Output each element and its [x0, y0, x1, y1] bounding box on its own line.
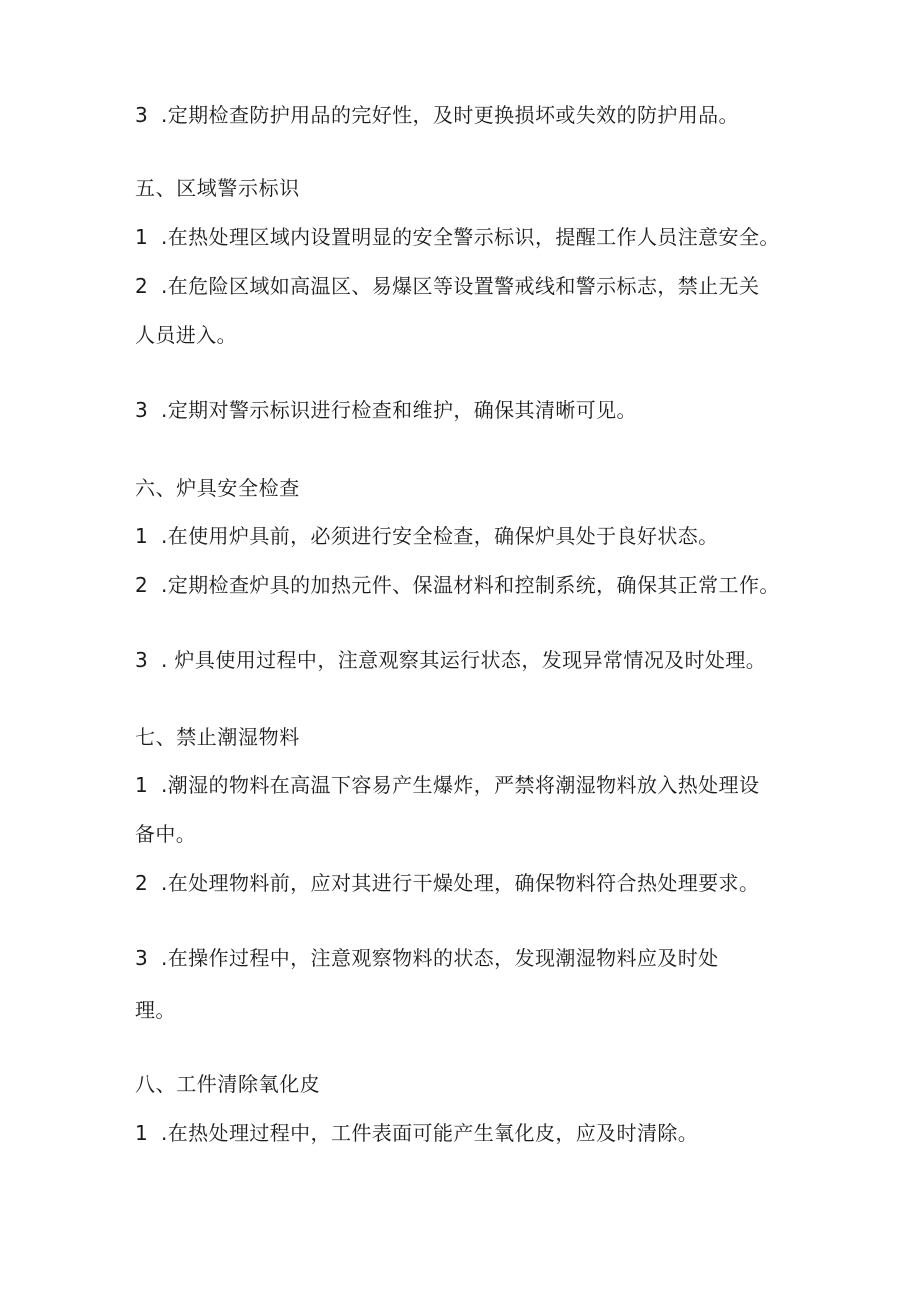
heading-text: 八、工件清除氧化皮	[135, 1072, 321, 1096]
item-number: 1	[135, 773, 149, 797]
paragraph-text: 理。	[135, 998, 176, 1022]
item-number: 1	[135, 524, 149, 548]
heading-text: 六、炉具安全检查	[135, 476, 300, 500]
item-number: 2	[135, 573, 149, 597]
paragraph-6-2	[135, 572, 780, 598]
heading-text: 七、禁止潮湿物料	[135, 725, 300, 749]
paragraph-text: .在危险区域如高温区、易爆区等设置警戒线和警示标志，禁止无关	[161, 274, 760, 298]
paragraph-text: .在热处理过程中，工件表面可能产生氧化皮，应及时清除。	[161, 1121, 699, 1145]
paragraph-text: . 炉具使用过程中，注意观察其运行状态，发现异常情况及时处理。	[161, 648, 767, 672]
item-number: 3	[135, 648, 149, 672]
item-number: 3	[135, 398, 149, 422]
paragraph-7-1	[135, 772, 759, 798]
paragraph-5-1	[135, 224, 780, 250]
paragraph-text: .定期对警示标识进行检查和维护，确保其清晰可见。	[161, 398, 637, 422]
paragraph-7-3-continued	[135, 997, 176, 1023]
section-heading-8	[135, 1071, 320, 1097]
section-heading-5	[135, 175, 300, 201]
item-number: 2	[135, 274, 149, 298]
paragraph-5-3	[135, 397, 637, 423]
item-number: 1	[135, 225, 149, 249]
item-number: 3	[135, 103, 149, 127]
paragraph-text: .潮湿的物料在高温下容易产生爆炸，严禁将潮湿物料放入热处理设	[161, 773, 760, 797]
paragraph-5-2-continued	[135, 322, 237, 348]
paragraph-text: 人员进入。	[135, 323, 237, 347]
paragraph-text: .在使用炉具前，必须进行安全检查，确保炉具处于良好状态。	[161, 524, 719, 548]
paragraph-6-1	[135, 523, 719, 549]
item-number: 2	[135, 871, 149, 895]
paragraph-text: .在处理物料前，应对其进行干燥处理，确保物料符合热处理要求。	[161, 871, 760, 895]
paragraph-7-3	[135, 945, 719, 971]
section-heading-7	[135, 724, 300, 750]
paragraph-7-1-continued	[135, 821, 196, 847]
item-number: 1	[135, 1121, 149, 1145]
paragraph-text: 备中。	[135, 822, 197, 846]
section-heading-6	[135, 475, 300, 501]
paragraph-5-2	[135, 273, 759, 299]
paragraph-8-1	[135, 1120, 698, 1146]
paragraph-text: .定期检查防护用品的完好性，及时更换损坏或失效的防护用品。	[161, 103, 739, 127]
paragraph-text: .在操作过程中，注意观察物料的状态，发现潮湿物料应及时处	[161, 946, 719, 970]
paragraph-text: .定期检查炉具的加热元件、保温材料和控制系统，确保其正常工作。	[161, 573, 780, 597]
paragraph-6-3	[135, 647, 766, 673]
item-number: 3	[135, 946, 149, 970]
paragraph-7-2	[135, 870, 759, 896]
heading-text: 五、区域警示标识	[135, 176, 300, 200]
paragraph-4-3	[135, 102, 739, 128]
paragraph-text: .在热处理区域内设置明显的安全警示标识，提醒工作人员注意安全。	[161, 225, 780, 249]
